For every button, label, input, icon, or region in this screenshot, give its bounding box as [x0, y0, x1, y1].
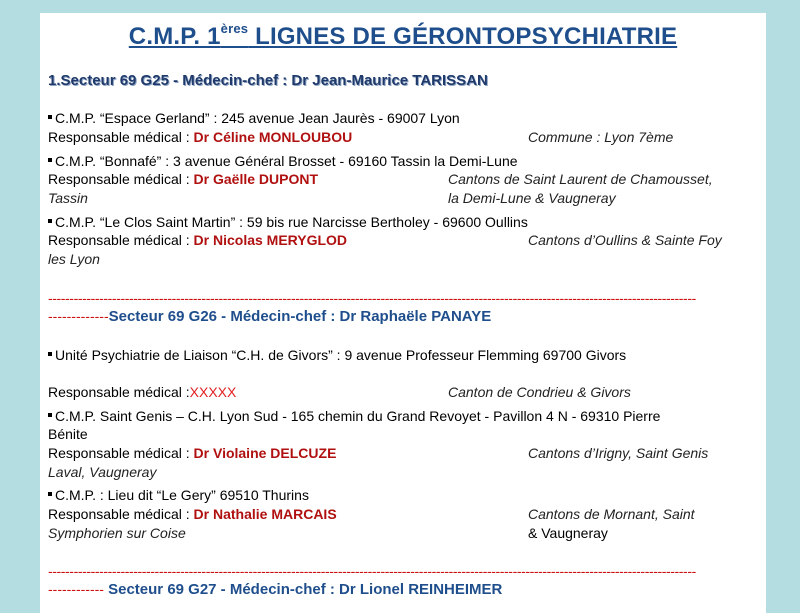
list-item: C.M.P. Saint Genis – C.H. Lyon Sud - 165 chemin du Grand Revoyet - Pavillon 4 N - 69310 Pierre — [48, 407, 660, 425]
bullet-icon — [48, 492, 52, 496]
separator: -------------------------------------------------------------------------------------------------------------------------------------------------------- — [48, 290, 696, 306]
list-item: Responsable médical : Dr Nathalie MARCAIS — [48, 506, 337, 522]
bullet-icon — [48, 219, 52, 223]
separator: -------------------------------------------------------------------------------------------------------------------------------------------------------- — [48, 563, 696, 579]
list-item: Responsable médical : Dr Nicolas MERYGLOD — [48, 232, 348, 248]
area-label: Tassin — [48, 190, 88, 206]
list-item: Bénite — [48, 426, 88, 442]
document-page — [40, 13, 766, 613]
bullet-icon — [48, 352, 52, 356]
list-item: C.M.P. : Lieu dit “Le Gery” 69510 Thurins — [48, 486, 309, 504]
area-label: & Vaugneray — [528, 525, 608, 541]
area-label: Laval, Vaugneray — [48, 464, 157, 480]
list-item: Responsable médical : Dr Gaëlle DUPONT — [48, 171, 319, 187]
list-item: Responsable médical : Dr Céline MONLOUBOU — [48, 129, 353, 145]
bullet-icon — [48, 413, 52, 417]
area-label: Canton de Condrieu & Givors — [448, 384, 631, 400]
list-item: Unité Psychiatrie de Liaison “C.H. de Givors” : 9 avenue Professeur Flemming 69700 Givors — [48, 346, 626, 364]
list-item: Responsable médical :XXXXX — [48, 384, 237, 400]
area-label: Symphorien sur Coise — [48, 525, 186, 541]
area-label: Cantons de Saint Laurent de Chamousset, — [448, 171, 713, 187]
list-item: C.M.P. “Bonnafé” : 3 avenue Général Brosset - 69160 Tassin la Demi-Lune — [48, 152, 518, 170]
area-label: Commune : Lyon 7ème — [528, 129, 674, 145]
page-title: C.M.P. 1ères LIGNES DE GÉRONTOPSYCHIATRIE — [128, 21, 678, 50]
bullet-icon — [48, 158, 52, 162]
area-label: Cantons de Mornant, Saint — [528, 506, 695, 522]
section-heading-g26: -------------Secteur 69 G26 - Médecin-chef : Dr Raphaële PANAYE — [48, 308, 492, 325]
area-label: Cantons d’Oullins & Sainte Foy — [528, 232, 722, 248]
bullet-icon — [48, 115, 52, 119]
list-item: Responsable médical : Dr Violaine DELCUZE — [48, 445, 337, 461]
section-heading-g25: 1.Secteur 69 G25 - Médecin-chef : Dr Jean-Maurice TARISSAN — [48, 72, 488, 89]
area-label: les Lyon — [48, 251, 100, 267]
section-heading-g27: ------------ Secteur 69 G27 - Médecin-chef : Dr Lionel REINHEIMER — [48, 581, 503, 598]
list-item: C.M.P. “Le Clos Saint Martin” : 59 bis rue Narcisse Bertholey - 69600 Oullins — [48, 213, 528, 231]
area-label: la Demi-Lune & Vaugneray — [448, 190, 616, 206]
list-item: C.M.P. “Espace Gerland” : 245 avenue Jean Jaurès - 69007 Lyon — [48, 109, 460, 127]
area-label: Cantons d’Irigny, Saint Genis — [528, 445, 709, 461]
